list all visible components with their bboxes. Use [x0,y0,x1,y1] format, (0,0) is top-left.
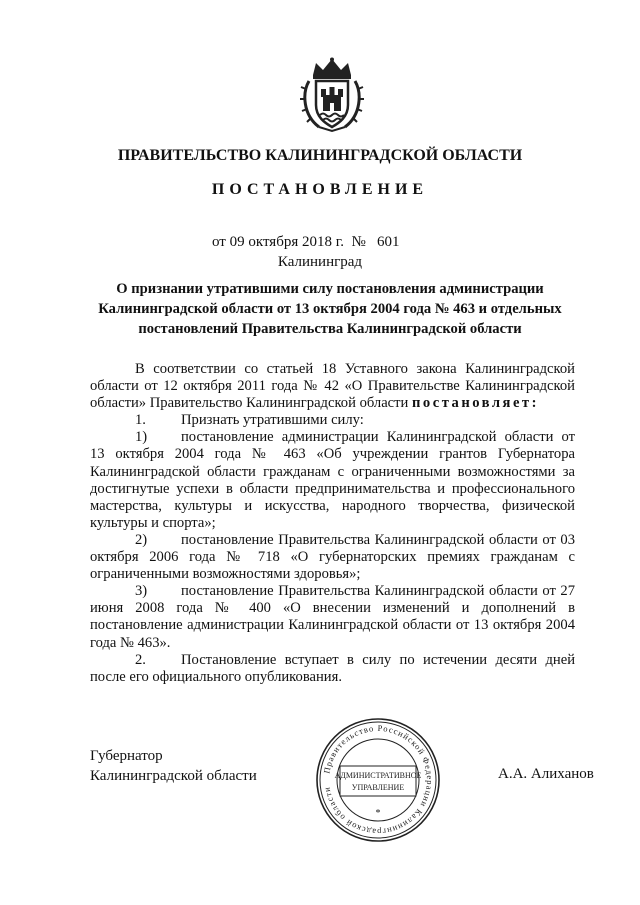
seal-star-icon: * [375,808,381,819]
item-1-text: Признать утратившими силу: [181,412,364,429]
intro-verb: постановляет: [412,395,539,412]
document-date-number: от 09 октября 2018 г. № 601 [212,234,400,250]
intro-text: В соответствии со статьей 18 Уставного закона Калининградской области от 12 октября 2011 года № 42 «О Правительстве Калининградской области» Правительство Калининградской области [90,361,575,412]
official-seal [314,716,442,844]
subitem-3 [90,583,575,651]
item-2-number: 2. [135,651,146,668]
document-body [90,361,575,686]
item-2 [90,652,575,686]
item-2-text: Постановление вступает в силу по истечении десяти дней после его официального опубликования. [90,651,575,685]
subitem-2-number: 2) [135,531,148,548]
seal-center-line2: УПРАВЛЕНИЕ [351,783,405,792]
subitem-1-text: постановление администрации Калининградской области от 13 октября 2004 года № 463 «Об учреждении грантов Губернатора Калининградской области гражданам с ограниченными возможностями за достигнутые успехи в области предпринимательства и профессионального мастерства, культуры и искусства, народного творчества, физической культуры и спорта»; [90,429,575,531]
document-type: ПОСТАНОВЛЕНИЕ [211,181,429,198]
coat-of-arms-emblem [299,57,365,133]
document-city: Калининград [277,254,363,270]
signatory-position-line1: Губернатор [90,748,163,764]
seal-ring-text: Правительство Российской Федерации Калининградской области [321,722,436,838]
item-1 [90,412,575,429]
subitem-1 [90,429,575,532]
subitem-3-number: 3) [135,583,148,600]
signatory-name: А.А. Алиханов [498,766,594,782]
subitem-2 [90,532,575,583]
signatory-position-line2: Калининградской области [90,768,257,784]
subitem-1-number: 1) [135,429,148,446]
seal-center-line1: АДМИНИСТРАТИВНОЕ [334,771,422,780]
document-subject: О признании утратившими силу постановления администрации Калининградской области от 13 октября 2004 года № 463 и отдельных постановлений Правительства Калининградской области [98,281,562,337]
government-title: ПРАВИТЕЛЬСТВО КАЛИНИНГРАДСКОЙ ОБЛАСТИ [117,147,523,164]
intro-paragraph [90,361,575,412]
subitem-2-text: постановление Правительства Калининградской области от 03 октября 2006 года № 718 «О губернаторских премиях гражданам с ограниченными возможностями здоровья»; [90,531,575,583]
item-1-number: 1. [135,412,146,429]
signatory-position [90,746,257,786]
subitem-3-text: постановление Правительства Калининградской области от 27 июня 2008 года № 400 «О внесении изменений и дополнений в постановление администрации Калининградской области от 13 октября 2004 года № 463». [90,583,575,651]
